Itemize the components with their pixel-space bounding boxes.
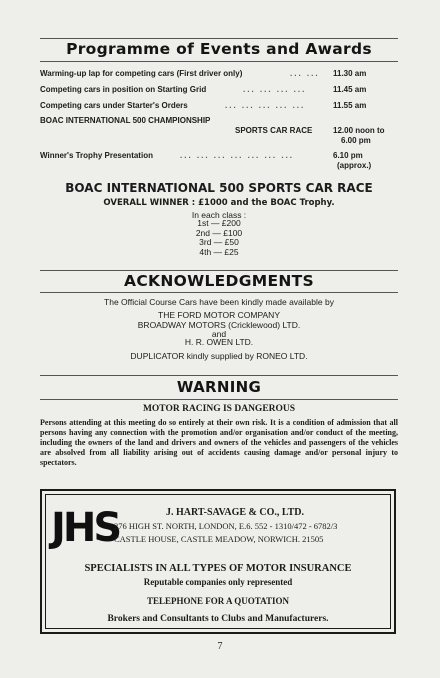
race-title: BOAC INTERNATIONAL 500 SPORTS CAR RACE bbox=[65, 181, 373, 195]
programme-title-rule bbox=[40, 61, 398, 62]
advert-address: 276 HIGH ST. NORTH, LONDON, E.6. 552 - 1310/472 - 6782/3 bbox=[114, 521, 338, 531]
ack-company: THE FORD MOTOR COMPANY bbox=[158, 310, 280, 320]
warning-rule-bottom bbox=[40, 399, 398, 400]
event-label: Warming-up lap for competing cars (First driver only) bbox=[40, 69, 243, 78]
ack-and: and bbox=[211, 329, 227, 339]
event-label: Competing cars under Starter's Orders bbox=[40, 101, 188, 110]
trophy-time: 6.10 pm bbox=[333, 151, 363, 160]
ack-duplicator: DUPLICATOR kindly supplied by RONEO LTD. bbox=[130, 351, 308, 361]
advert-inner-border bbox=[45, 494, 391, 629]
event-label: Competing cars in position on Starting Grid bbox=[40, 85, 207, 94]
event-time: 11.55 am bbox=[333, 101, 367, 110]
championship-label: BOAC INTERNATIONAL 500 CHAMPIONSHIP bbox=[40, 116, 211, 125]
leader-dots: ... ... ... ... bbox=[243, 85, 307, 94]
prize-item: 2nd — £100 bbox=[195, 227, 243, 238]
leader-dots: ... ... bbox=[290, 69, 320, 78]
overall-winner: OVERALL WINNER : £1000 and the BOAC Trophy. bbox=[103, 198, 335, 208]
prize-item: 4th — £25 bbox=[199, 246, 239, 257]
acknowledgments-title: ACKNOWLEDGMENTS bbox=[124, 272, 314, 290]
insurance-advert bbox=[40, 489, 396, 634]
advert-telephone: TELEPHONE FOR A QUOTATION bbox=[147, 596, 289, 606]
advert-company: J. HART-SAVAGE & CO., LTD. bbox=[166, 507, 305, 518]
sports-car-race-time-end: 6.00 pm bbox=[341, 136, 371, 145]
ack-company: H. R. OWEN LTD. bbox=[184, 337, 254, 347]
prize-item: 1st — £200 bbox=[197, 218, 241, 228]
leader-dots: ... ... ... ... ... ... ... bbox=[180, 151, 295, 160]
warning-subtitle: MOTOR RACING IS DANGEROUS bbox=[142, 404, 296, 414]
ack-rule-top bbox=[40, 270, 398, 271]
programme-title: Programme of Events and Awards bbox=[66, 40, 372, 58]
warning-text: Persons attending at this meeting do so entirely at their own risk. It is a condition of admission that all persons having any connection with the promotion and/or organisation and/or conduct of the meeting, including the owners of the land and drivers and owners of the vehicles and passengers of the vehicles are absolved from all liability arising out of accidents causing damage and/or personal injury to spectators. bbox=[40, 418, 398, 467]
trophy-time-approx: (approx.) bbox=[337, 161, 372, 170]
top-rule bbox=[40, 38, 398, 39]
warning-rule-top bbox=[40, 375, 398, 376]
leader-dots: ... ... ... ... ... bbox=[225, 101, 306, 110]
event-time: 11.30 am bbox=[333, 69, 367, 78]
advert-specialists: SPECIALISTS IN ALL TYPES OF MOTOR INSURANCE bbox=[84, 563, 352, 574]
ack-company: BROADWAY MOTORS (Cricklewood) LTD. bbox=[137, 320, 301, 330]
event-time: 11.45 am bbox=[333, 85, 367, 94]
page-number: 7 bbox=[217, 641, 223, 652]
sports-car-race-time: 12.00 noon to bbox=[333, 126, 385, 135]
advert-address: CASTLE HOUSE, CASTLE MEADOW, NORWICH. 21505 bbox=[114, 534, 324, 544]
warning-title: WARNING bbox=[176, 378, 262, 396]
sports-car-race-label: SPORTS CAR RACE bbox=[235, 126, 313, 135]
ack-rule-bottom bbox=[40, 292, 398, 293]
jhs-logo: JHS bbox=[51, 505, 120, 551]
prize-list bbox=[40, 219, 398, 257]
trophy-label: Winner's Trophy Presentation bbox=[40, 151, 153, 160]
prize-item: 3rd — £50 bbox=[199, 237, 239, 247]
ack-intro: The Official Course Cars have been kindly made available by bbox=[104, 297, 334, 307]
advert-reputable: Reputable companies only represented bbox=[143, 577, 293, 587]
each-class: In each class : bbox=[191, 210, 247, 220]
advert-brokers: Brokers and Consultants to Clubs and Manufacturers. bbox=[107, 614, 329, 624]
